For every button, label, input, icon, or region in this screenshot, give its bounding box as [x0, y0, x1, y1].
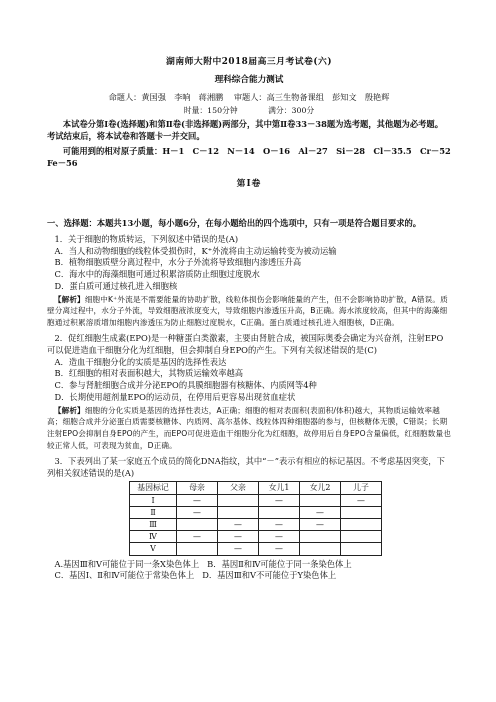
dna-fingerprint-table: [129, 481, 382, 555]
q2-option-a: A．造血干细胞分化的实质是基因的选择性表达: [54, 356, 227, 367]
table-cell: —: [177, 531, 218, 543]
table-cell: —: [177, 506, 218, 518]
header-cell: 父亲: [218, 482, 259, 494]
q1-option-d: D．蛋白质可通过核孔进入细胞核: [54, 280, 178, 291]
table-cell: —: [300, 506, 341, 518]
header-cell: 女儿2: [300, 482, 341, 494]
table-cell: —: [259, 543, 300, 555]
q3-option-d: D．基因Ⅲ和Ⅴ不可能位于Y染色体上: [202, 570, 337, 581]
section-heading: 一、选择题：本题共13小题，每小题6分，在每小题给出的四个选项中，只有一项是符合题目要求的。: [47, 218, 422, 228]
authors-line: [47, 92, 451, 104]
header-cell: 儿子: [341, 482, 382, 494]
table-cell: [177, 543, 218, 555]
q1-option-a: A．当人和动物细胞的线粒体受损伤时，K⁺外流将由主动运输转变为被动运输: [54, 245, 337, 256]
table-cell: [341, 506, 382, 518]
table-cell: —: [259, 531, 300, 543]
question-3-stem: 3．下表列出了某一家庭五个成员的简化DNA指纹，其中“－”表示有相应的标记基因。不考虑基因突变，下列相关叙述错误的是(A): [47, 455, 445, 478]
table-cell: Ⅰ: [130, 494, 177, 506]
table-row: [130, 518, 382, 530]
q3-options-row-1: [47, 559, 451, 571]
atomic-mass-paragraph: 可能用到的相对原子质量：H－1 C－12 N－14 O－16 Al－27 Si－28 Cl－35.5 Cr－52 Fe－56: [47, 145, 460, 168]
q3-option-a: A.基因Ⅲ和Ⅴ可能位于同一条X染色体上: [54, 558, 200, 569]
table-cell: —: [218, 543, 259, 555]
table-cell: Ⅲ: [130, 518, 177, 530]
subject-title: 理科综合能力测试: [214, 75, 284, 86]
reviewer-names: 审题人：高三生物备课组 彭知文 殷艳辉: [233, 91, 390, 102]
exam-score: 满分：300分: [268, 106, 315, 116]
table-cell: [341, 543, 382, 555]
setter-names: 命题人：黄国强 李响 蒋湘鹏: [108, 91, 224, 102]
q1-option-b: B．植物细胞质壁分离过程中，水分子外流将导致细胞内渗透压升高: [54, 257, 302, 268]
q3-options-row-2: [47, 570, 451, 582]
q1-option-c: C．海水中的海藻细胞可通过积累溶质防止细胞过度脱水: [54, 269, 260, 280]
table-cell: [341, 518, 382, 530]
q2-explanation: [47, 405, 451, 452]
table-cell: Ⅴ: [130, 543, 177, 555]
explanation-tag: 【解析】: [53, 405, 85, 415]
q2-option-d: D．长期使用超剂量EPO的运动员，在停用后更容易出现贫血症状: [54, 391, 296, 402]
table-cell: —: [177, 494, 218, 506]
q1-explanation-text: 细胞中K⁺外流是不需要能量的协助扩散，线粒体损伤会影响能量的产生，但不会影响协助扩散，A错误。质壁分离过程中，水分子外流，导致细胞液浓度变大，导致细胞内渗透压升高，B正确。海水浓度较高，但其中的海藻细胞通过积累溶质增加细胞内渗透压为防止细胞过度脱水，C正确。蛋白质通过核孔进入细胞核，D正确。: [47, 294, 448, 328]
q2-option-c: C．参与肾脏细胞合成并分泌EPO的具膜细胞器有核糖体、内质网等4种: [54, 380, 317, 391]
header-cell: 女儿1: [259, 482, 300, 494]
exam-page: [47, 56, 460, 582]
volume-title: 第Ⅰ卷: [236, 178, 262, 189]
table-cell: —: [341, 494, 382, 506]
table-cell: [300, 531, 341, 543]
q2-explanation-text: 细胞的分化实质是基因的选择性表达，A正确；细胞的相对表面积(表面积/体积)越大，其物质运输效率越高；细胞合成并分泌蛋白质需要核糖体、内质网、高尔基体、线粒体四种细胞器的参与，但核糖体无膜，C错误；长期注射EPO会抑制自身EPO的产生，而EPO可促进造血干细胞分化为红细胞，故停用后自身EPO含量偏低，红细胞数量也较正常人低，可表现为贫血，D正确。: [47, 405, 451, 450]
explanation-tag: 【解析】: [53, 294, 85, 304]
q3-option-b: B．基因Ⅱ和Ⅳ可能位于同一条染色体上: [207, 558, 352, 569]
table-cell: —: [259, 494, 300, 506]
q2-option-b: B．红细胞的相对表面积越大，其物质运输效率越高: [54, 368, 244, 379]
table-cell: [177, 518, 218, 530]
table-cell: —: [259, 518, 300, 530]
intro-paragraph: 本试卷分第Ⅰ卷(选择题)和第Ⅱ卷(非选择题)两部分，其中第Ⅱ卷33－38题为选考题，其他题为必考题。考试结束后，将本试卷和答题卡一并交回。: [47, 119, 444, 142]
table-cell: —: [218, 518, 259, 530]
q3-option-c: C．基因Ⅰ、Ⅱ和Ⅳ可能位于常染色体上: [54, 570, 195, 581]
school-title: 湖南师大附中2018届高三月考试卷(六): [166, 57, 332, 67]
table-cell: [218, 494, 259, 506]
table-cell: —: [300, 518, 341, 530]
table-cell: [218, 506, 259, 518]
table-cell: [259, 506, 300, 518]
table-row: [130, 506, 382, 518]
table-cell: Ⅳ: [130, 531, 177, 543]
header-cell: 基因标记: [130, 482, 177, 494]
table-cell: [300, 543, 341, 555]
table-row: [130, 494, 382, 506]
exam-time: 时量：150分钟: [183, 106, 238, 116]
table-row: [130, 531, 382, 543]
table-cell: Ⅱ: [130, 506, 177, 518]
header-cell: 母亲: [177, 482, 218, 494]
table-cell: [300, 494, 341, 506]
table-cell: —: [218, 531, 259, 543]
table-row: [130, 543, 382, 555]
time-score-line: [47, 105, 451, 116]
question-1-stem: 1．关于细胞的物质转运，下列叙述中错误的是(A): [54, 233, 239, 244]
q1-explanation: [47, 294, 451, 329]
table-header-row: [130, 482, 382, 494]
question-2-stem: 2．促红细胞生成素(EPO)是一种糖蛋白类激素，主要由肾脏合成，被国际奥委会确定为兴奋剂，注射EPO可以促进造血干细胞分化为红细胞，但会抑制自身EPO的产生。下列有关叙述错误的是(C): [47, 332, 444, 355]
table-cell: [341, 531, 382, 543]
